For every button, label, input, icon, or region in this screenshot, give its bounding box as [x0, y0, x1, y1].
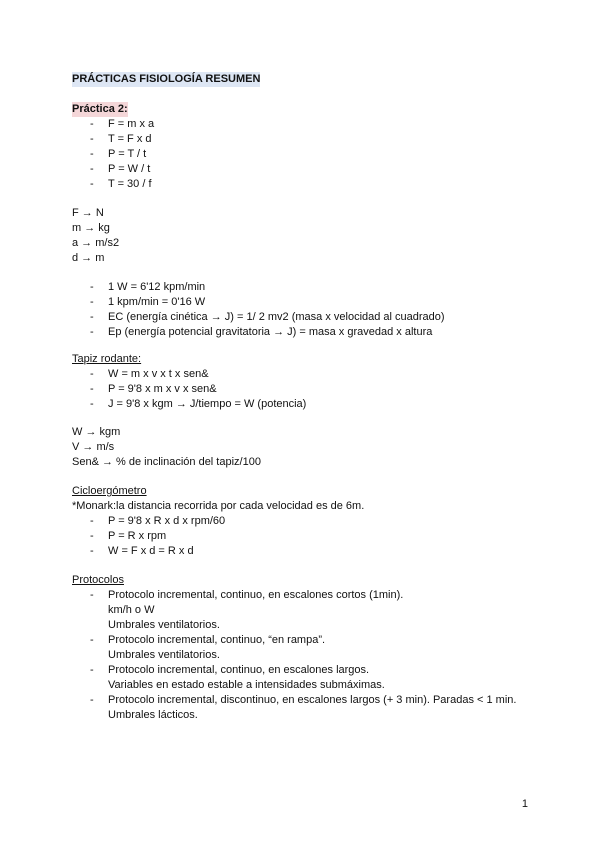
bullet-dash: - [90, 133, 94, 145]
formula-item: F = m x a [108, 118, 155, 130]
unit-line: Sen& → % de inclinación del tapiz/100 [72, 456, 261, 468]
conversion-item: EC (energía cinética → J) = 1/ 2 mv2 (masa x velocidad al cuadrado) [108, 311, 445, 323]
bullet-dash: - [90, 530, 94, 542]
bullet-dash: - [90, 296, 94, 308]
tapiz-item: P = 9'8 x m x v x sen& [108, 383, 217, 395]
bullet-dash: - [90, 178, 94, 190]
conversion-item: Ep (energía potencial gravitatoria → J) = masa x gravedad x altura [108, 326, 433, 338]
unit-line: F → N [72, 207, 104, 219]
tapiz-item: W = m x v x t x sen& [108, 368, 209, 380]
protocolo-item: Protocolo incremental, discontinuo, en escalones largos (+ 3 min). Paradas < 1 min. [108, 694, 517, 706]
protocolo-subline: Umbrales ventilatorios. [108, 649, 220, 661]
bullet-dash: - [90, 545, 94, 557]
bullet-dash: - [90, 634, 94, 646]
conversion-item: 1 kpm/min = 0'16 W [108, 296, 206, 308]
unit-line: a → m/s2 [72, 237, 120, 249]
bullet-dash: - [90, 589, 94, 601]
protocolo-item: Protocolo incremental, continuo, en escalones cortos (1min). [108, 589, 404, 601]
bullet-dash: - [90, 281, 94, 293]
formula-item: P = T / t [108, 148, 147, 160]
bullet-dash: - [90, 515, 94, 527]
document-title: PRÁCTICAS FISIOLOGÍA RESUMEN [72, 73, 261, 85]
ciclo-note: *Monark:la distancia recorrida por cada velocidad es de 6m. [72, 500, 365, 512]
bullet-dash: - [90, 148, 94, 160]
ciclo-heading: Cicloergómetro [72, 485, 147, 497]
ciclo-item: P = 9'8 x R x d x rpm/60 [108, 515, 226, 527]
tapiz-item: J = 9'8 x kgm → J/tiempo = W (potencia) [108, 398, 307, 410]
unit-line: W → kgm [72, 426, 121, 438]
protocolo-item: Protocolo incremental, continuo, en escalones largos. [108, 664, 370, 676]
protocolo-subline: Umbrales lácticos. [108, 709, 198, 721]
unit-line: V → m/s [72, 441, 115, 453]
bullet-dash: - [90, 368, 94, 380]
protocolos-heading: Protocolos [72, 574, 124, 586]
bullet-dash: - [90, 326, 94, 338]
page-number: 1 [521, 798, 528, 810]
tapiz-heading: Tapiz rodante: [72, 353, 142, 365]
unit-line: m → kg [72, 222, 110, 234]
bullet-dash: - [90, 383, 94, 395]
bullet-dash: - [90, 664, 94, 676]
conversion-item: 1 W = 6'12 kpm/min [108, 281, 206, 293]
formula-item: T = F x d [108, 133, 152, 145]
unit-line: d → m [72, 252, 105, 264]
bullet-dash: - [90, 398, 94, 410]
bullet-dash: - [90, 694, 94, 706]
bullet-dash: - [90, 118, 94, 130]
protocolo-item: Protocolo incremental, continuo, “en rampa”. [108, 634, 326, 646]
protocolo-subline: Umbrales ventilatorios. [108, 619, 220, 631]
bullet-dash: - [90, 163, 94, 175]
protocolo-subline: Variables en estado estable a intensidades submáximas. [108, 679, 385, 691]
ciclo-item: P = R x rpm [108, 530, 167, 542]
practica2-heading: Práctica 2: [72, 103, 128, 115]
formula-item: T = 30 / f [108, 178, 152, 190]
bullet-dash: - [90, 311, 94, 323]
ciclo-item: W = F x d = R x d [108, 545, 194, 557]
formula-item: P = W / t [108, 163, 151, 175]
protocolo-subline: km/h o W [108, 604, 155, 616]
